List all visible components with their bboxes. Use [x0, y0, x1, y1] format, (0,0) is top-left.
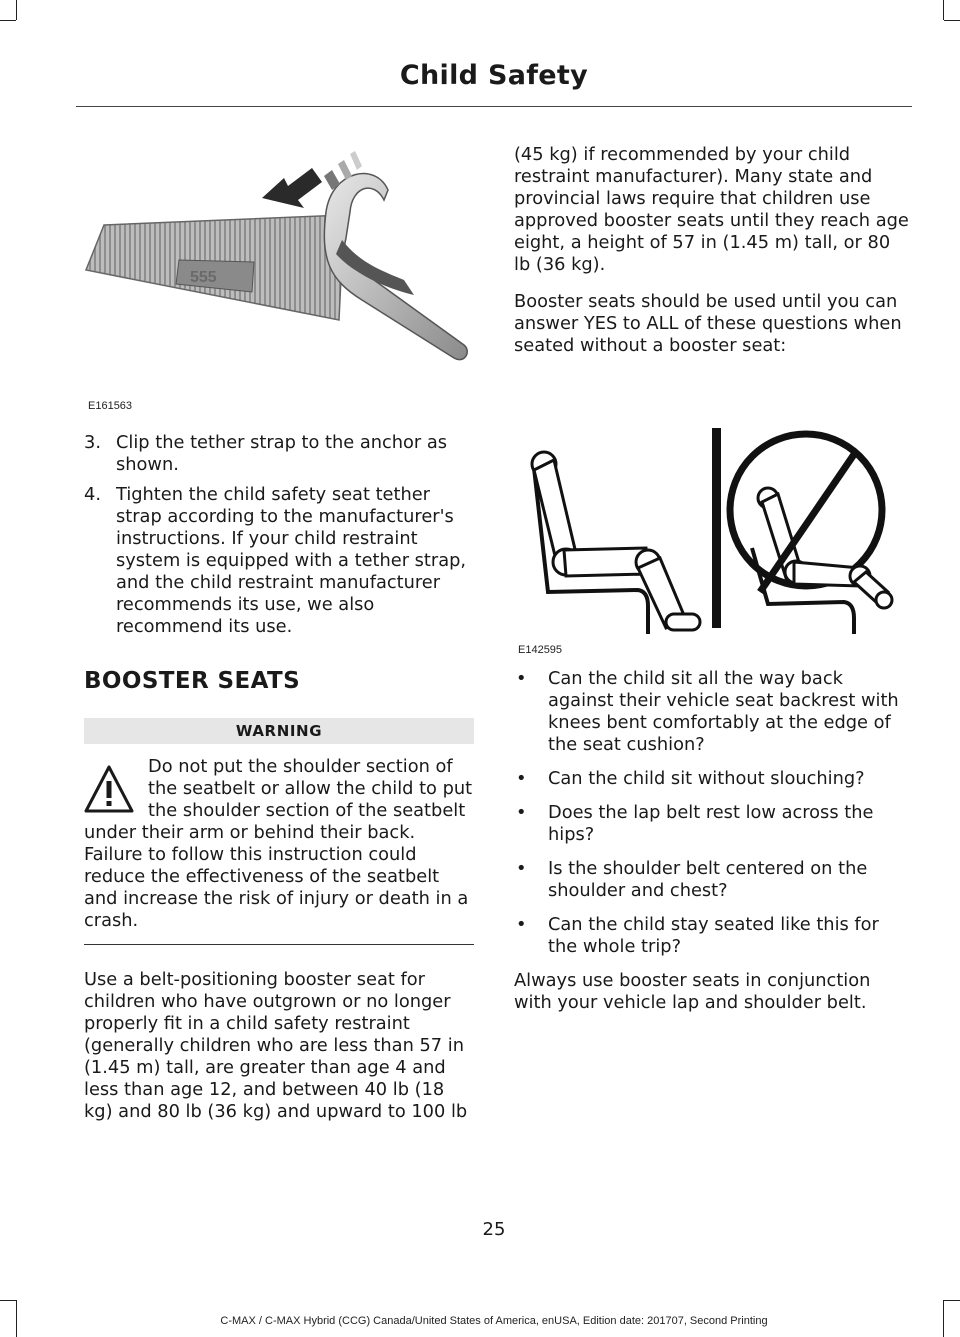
right-column [514, 144, 910, 1029]
bullet: • [516, 802, 527, 823]
question-text: Can the child sit all the way back against their vehicle seat backrest with knees bent comfortably at the edge of the seat cushion? [548, 668, 899, 755]
step-text: Tighten the child safety seat tether strap according to the manufacturer's instructions. If your child restraint system is equipped with a tether strap, and the child restraint manufacturer recommends its use, we also recommend its use. [116, 484, 467, 637]
tether-figure [84, 120, 474, 418]
section-heading: BOOSTER SEATS [84, 668, 301, 694]
crop-mark [16, 0, 17, 20]
list-item [514, 768, 910, 790]
figure-code: E161563 [88, 400, 133, 412]
page-footer: C-MAX / C-MAX Hybrid (CCG) Canada/United States of America, enUSA, Edition date: 201707, Second Printing [220, 1315, 768, 1327]
page-title: Child Safety [399, 60, 588, 91]
list-item [84, 484, 474, 638]
page-number: 25 [482, 1219, 506, 1240]
questions-list [514, 668, 910, 958]
warning-heading: WARNING [84, 718, 474, 744]
step-text: Clip the tether strap to the anchor as shown. [116, 432, 448, 475]
bullet: • [516, 914, 527, 935]
bullet: • [516, 858, 527, 879]
tether-strap-illustration [84, 120, 474, 400]
bullet: • [516, 768, 527, 789]
crop-mark [944, 1300, 960, 1301]
posture-figure [514, 372, 910, 662]
warning-triangle-icon [84, 764, 134, 816]
booster-cont-paragraph: (45 kg) if recommended by your child restraint manufacturer). Many state and provincial laws require that children use approved booster seats until they reach age eight, a height of 57 in (1.45 m) tall, or 80 lb (36 kg). [514, 144, 909, 275]
svg-text:555: 555 [190, 269, 217, 286]
crop-mark [0, 20, 16, 21]
list-item [84, 432, 474, 476]
list-item [514, 858, 910, 902]
question-text: Can the child stay seated like this for the whole trip? [548, 914, 879, 957]
header-divider [76, 106, 912, 107]
bullet: • [516, 668, 527, 689]
list-item [514, 914, 910, 958]
booster-use-paragraph: Use a belt-positioning booster seat for children who have outgrown or no longer properly fit in a child safety restraint (generally children who are less than 57 in (1.45 m) tall, are greater than age 4 and less than age 12, and between 40 lb (18 kg) and 80 lb (36 kg) and upward to 100 lb [84, 969, 468, 1122]
crop-mark [943, 0, 944, 20]
crop-mark [944, 20, 960, 21]
left-column [84, 120, 474, 1138]
steps-list [84, 432, 474, 638]
crop-mark [0, 1300, 16, 1301]
closing-paragraph: Always use booster seats in conjunction with your vehicle lap and shoulder belt. [514, 970, 871, 1013]
question-text: Can the child sit without slouching? [548, 768, 865, 789]
warning-box [84, 718, 474, 945]
figure-code: E142595 [518, 644, 563, 656]
question-text: Does the lap belt rest low across the hips? [548, 802, 874, 845]
seated-posture-illustration [514, 372, 910, 642]
step-number: 3. [84, 432, 101, 453]
warning-body [84, 756, 474, 945]
question-text: Is the shoulder belt centered on the shoulder and chest? [548, 858, 868, 901]
list-item [514, 668, 910, 756]
step-number: 4. [84, 484, 101, 505]
questions-intro-paragraph: Booster seats should be used until you can answer YES to ALL of these questions when seated without a booster seat: [514, 291, 902, 356]
list-item [514, 802, 910, 846]
warning-text: Do not put the shoulder section of the seatbelt or allow the child to put the shoulder section of the seatbelt under their arm or behind their back. Failure to follow this instruction could reduce the effectiveness of the seatbelt and increase the risk of injury or death in a crash. [84, 756, 473, 931]
